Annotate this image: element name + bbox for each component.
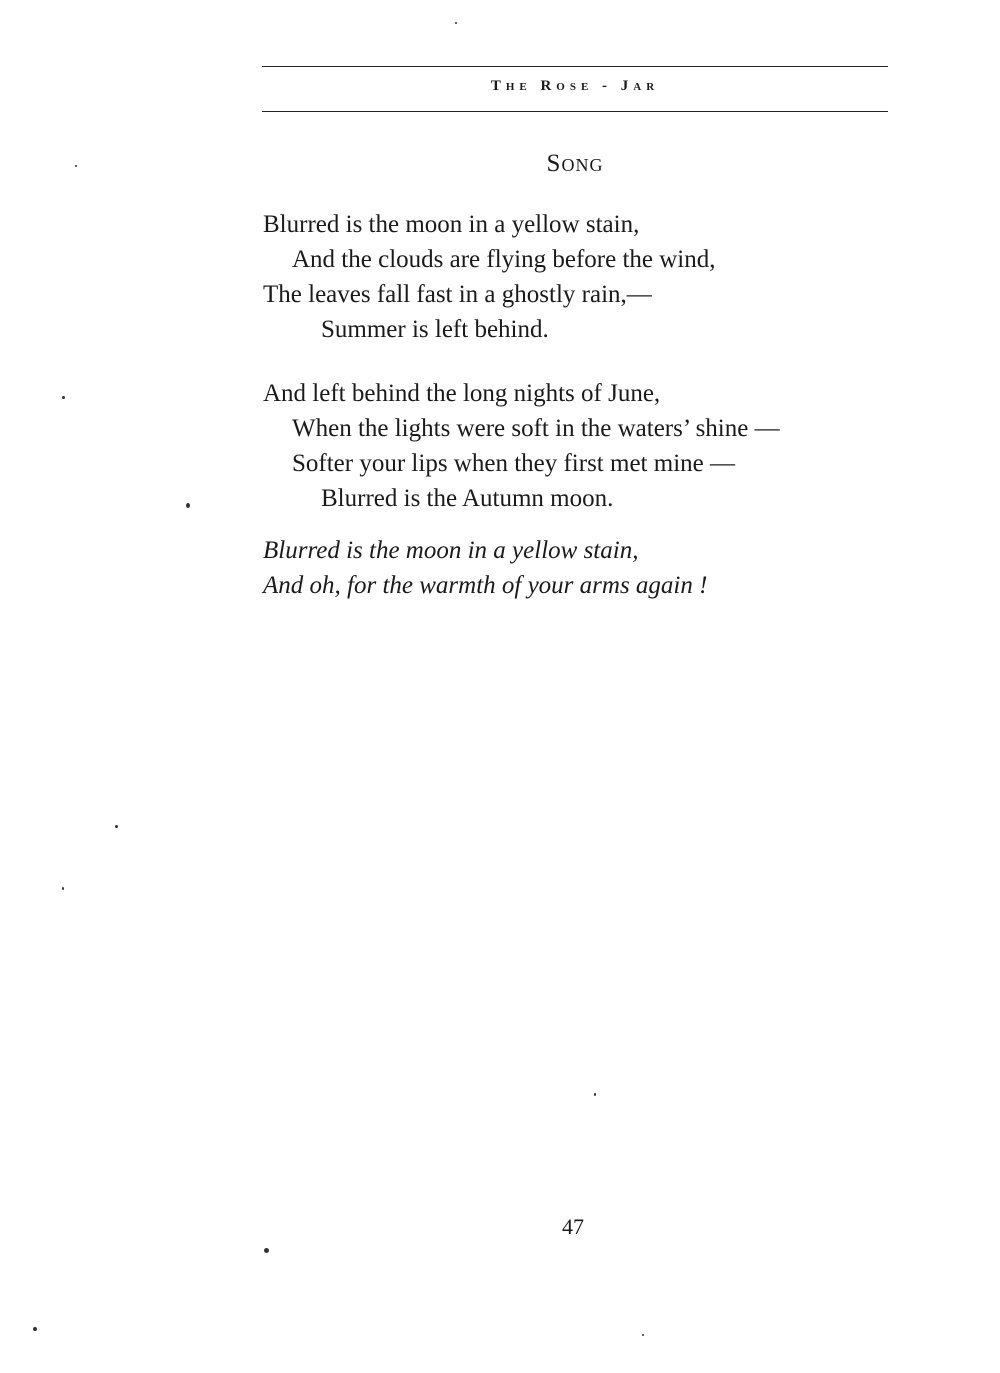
poem-title: Song [546, 150, 604, 177]
stanza-3-refrain [263, 533, 707, 603]
stanza-1 [263, 207, 716, 347]
poem-line: Softer your lips when they first met mine — [292, 450, 735, 477]
poem-line: And oh, for the warmth of your arms again ! [263, 572, 708, 599]
scan-speck [75, 165, 77, 167]
poem-line: When the lights were soft in the waters’ shine — [292, 415, 780, 442]
poem-line: And the clouds are flying before the wind, [292, 246, 716, 273]
header-rule-top [262, 66, 888, 67]
scan-speck [62, 396, 65, 399]
stanza-2 [263, 376, 780, 516]
scan-speck [186, 503, 190, 508]
scan-speck [33, 1327, 37, 1331]
scan-speck [115, 825, 118, 828]
scan-speck [642, 1334, 644, 1336]
poem-line: And left behind the long nights of June, [263, 380, 661, 407]
running-head: The Rose - Jar [490, 78, 660, 94]
poem-line: The leaves fall fast in a ghostly rain,— [263, 281, 652, 308]
scan-speck [62, 887, 64, 890]
scan-speck [455, 22, 457, 24]
poem-line: Blurred is the Autumn moon. [321, 485, 614, 512]
poem-line: Blurred is the moon in a yellow stain, [263, 211, 640, 238]
scan-speck [264, 1248, 269, 1253]
header-rule-bottom [262, 111, 888, 112]
poem-line: Summer is left behind. [321, 316, 549, 343]
page-number: 47 [562, 1214, 584, 1239]
poem-line: Blurred is the moon in a yellow stain, [263, 537, 639, 564]
scan-speck [594, 1093, 596, 1096]
